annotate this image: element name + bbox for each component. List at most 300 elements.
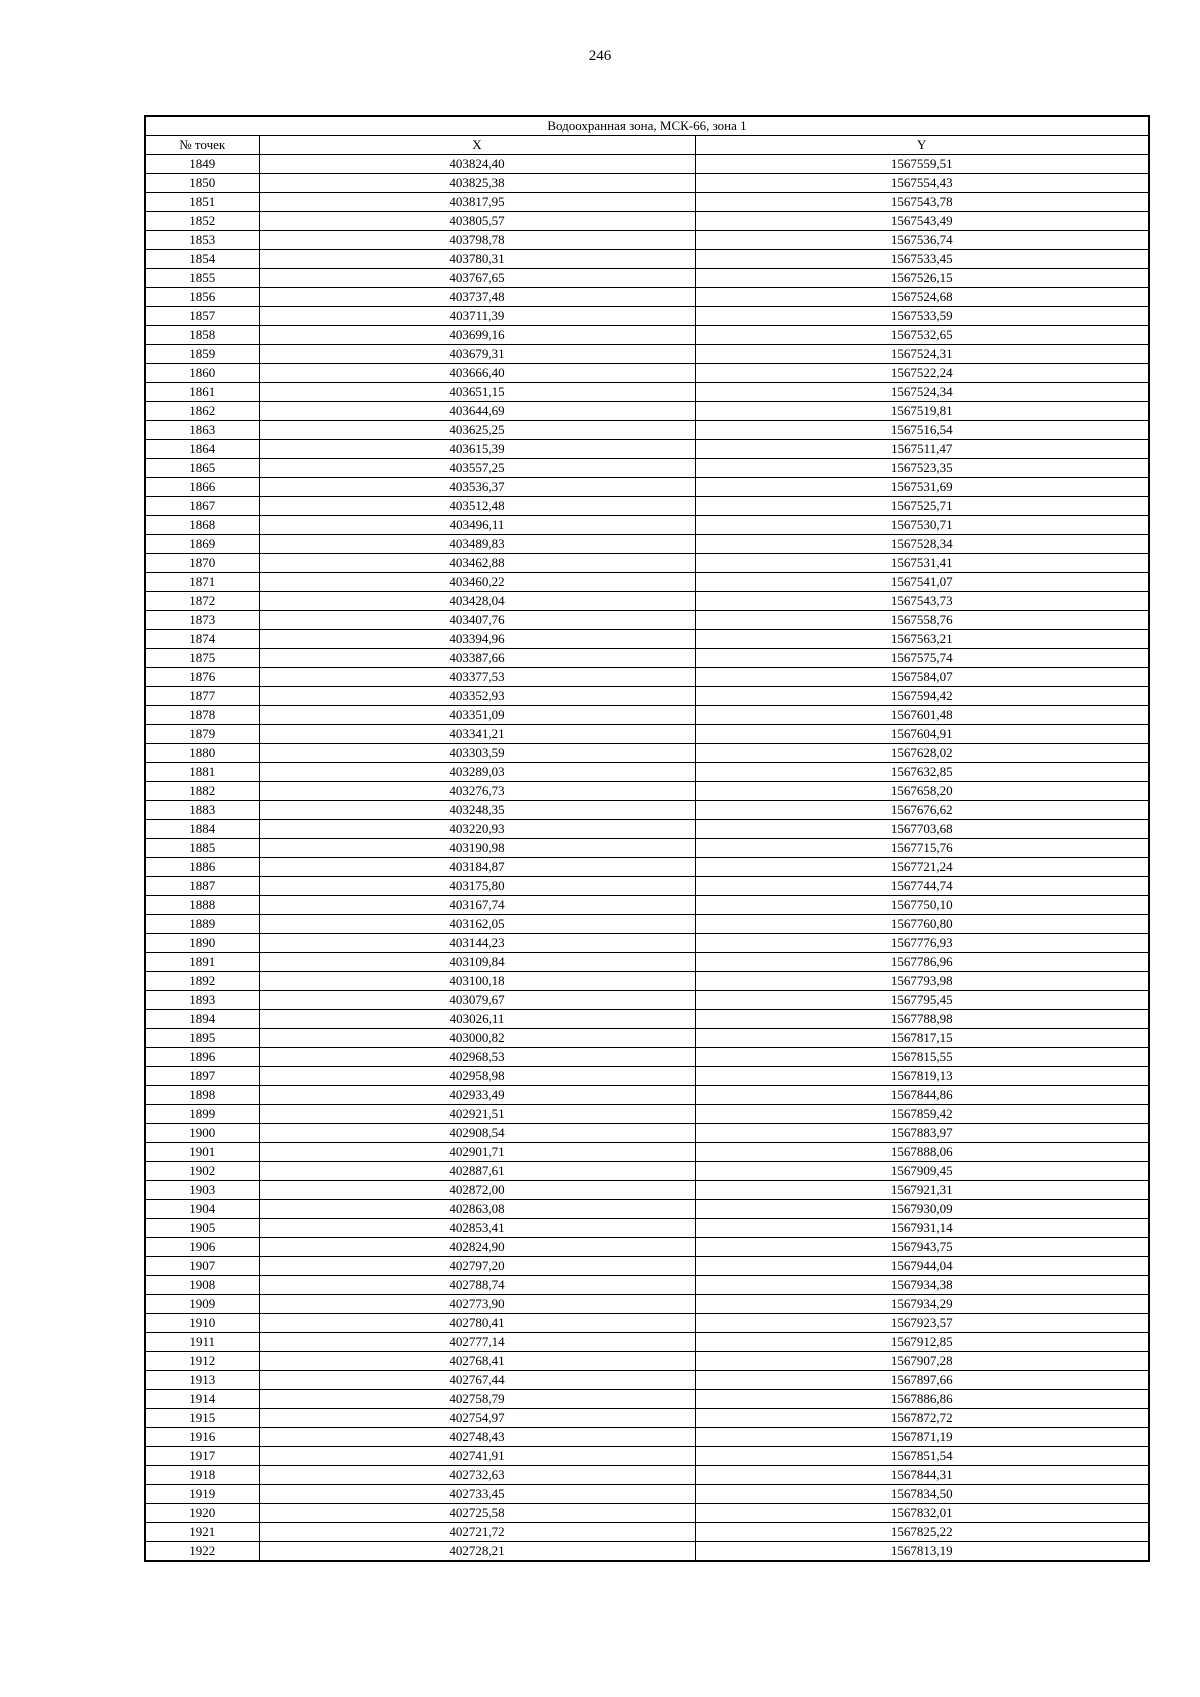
point-number-cell: 1860 bbox=[145, 364, 259, 383]
point-number-cell: 1914 bbox=[145, 1390, 259, 1409]
y-coordinate-cell: 1567930,09 bbox=[695, 1200, 1149, 1219]
point-number-cell: 1857 bbox=[145, 307, 259, 326]
y-coordinate-cell: 1567559,51 bbox=[695, 155, 1149, 174]
point-number-cell: 1909 bbox=[145, 1295, 259, 1314]
point-number-cell: 1869 bbox=[145, 535, 259, 554]
x-coordinate-cell: 403615,39 bbox=[259, 440, 695, 459]
x-coordinate-cell: 403462,88 bbox=[259, 554, 695, 573]
y-coordinate-cell: 1567944,04 bbox=[695, 1257, 1149, 1276]
point-number-cell: 1863 bbox=[145, 421, 259, 440]
y-coordinate-cell: 1567744,74 bbox=[695, 877, 1149, 896]
y-coordinate-cell: 1567531,41 bbox=[695, 554, 1149, 573]
point-number-cell: 1852 bbox=[145, 212, 259, 231]
x-coordinate-cell: 402780,41 bbox=[259, 1314, 695, 1333]
point-number-cell: 1908 bbox=[145, 1276, 259, 1295]
point-number-cell: 1920 bbox=[145, 1504, 259, 1523]
table-row bbox=[145, 1409, 1149, 1428]
table-row bbox=[145, 1390, 1149, 1409]
x-coordinate-cell: 402901,71 bbox=[259, 1143, 695, 1162]
point-number-cell: 1868 bbox=[145, 516, 259, 535]
table-row bbox=[145, 1162, 1149, 1181]
y-coordinate-cell: 1567844,86 bbox=[695, 1086, 1149, 1105]
y-coordinate-cell: 1567536,74 bbox=[695, 231, 1149, 250]
x-coordinate-cell: 403162,05 bbox=[259, 915, 695, 934]
y-coordinate-cell: 1567912,85 bbox=[695, 1333, 1149, 1352]
table-caption-row bbox=[145, 116, 1149, 136]
point-number-cell: 1872 bbox=[145, 592, 259, 611]
x-coordinate-cell: 403711,39 bbox=[259, 307, 695, 326]
x-coordinate-cell: 402933,49 bbox=[259, 1086, 695, 1105]
y-coordinate-cell: 1567543,73 bbox=[695, 592, 1149, 611]
y-coordinate-cell: 1567776,93 bbox=[695, 934, 1149, 953]
x-coordinate-cell: 403167,74 bbox=[259, 896, 695, 915]
point-number-cell: 1902 bbox=[145, 1162, 259, 1181]
x-coordinate-cell: 403699,16 bbox=[259, 326, 695, 345]
x-coordinate-cell: 403387,66 bbox=[259, 649, 695, 668]
y-coordinate-cell: 1567859,42 bbox=[695, 1105, 1149, 1124]
point-number-cell: 1854 bbox=[145, 250, 259, 269]
table-head bbox=[145, 116, 1149, 155]
x-coordinate-cell: 402908,54 bbox=[259, 1124, 695, 1143]
x-coordinate-cell: 402887,61 bbox=[259, 1162, 695, 1181]
table-caption: Водоохранная зона, МСК-66, зона 1 bbox=[145, 116, 1149, 136]
point-number-cell: 1867 bbox=[145, 497, 259, 516]
y-coordinate-cell: 1567523,35 bbox=[695, 459, 1149, 478]
x-coordinate-cell: 402767,44 bbox=[259, 1371, 695, 1390]
x-coordinate-cell: 403644,69 bbox=[259, 402, 695, 421]
point-number-cell: 1886 bbox=[145, 858, 259, 877]
table-row bbox=[145, 630, 1149, 649]
x-coordinate-cell: 402725,58 bbox=[259, 1504, 695, 1523]
x-coordinate-cell: 402748,43 bbox=[259, 1428, 695, 1447]
x-coordinate-cell: 403109,84 bbox=[259, 953, 695, 972]
table-row bbox=[145, 1447, 1149, 1466]
y-coordinate-cell: 1567541,07 bbox=[695, 573, 1149, 592]
point-number-cell: 1887 bbox=[145, 877, 259, 896]
y-coordinate-cell: 1567888,06 bbox=[695, 1143, 1149, 1162]
table-row bbox=[145, 820, 1149, 839]
point-number-cell: 1856 bbox=[145, 288, 259, 307]
table-row bbox=[145, 915, 1149, 934]
point-number-cell: 1905 bbox=[145, 1219, 259, 1238]
y-coordinate-cell: 1567558,76 bbox=[695, 611, 1149, 630]
x-coordinate-cell: 403798,78 bbox=[259, 231, 695, 250]
y-coordinate-cell: 1567834,50 bbox=[695, 1485, 1149, 1504]
point-number-cell: 1865 bbox=[145, 459, 259, 478]
point-number-cell: 1849 bbox=[145, 155, 259, 174]
table-row bbox=[145, 1485, 1149, 1504]
x-coordinate-cell: 403679,31 bbox=[259, 345, 695, 364]
table-row bbox=[145, 763, 1149, 782]
y-coordinate-cell: 1567584,07 bbox=[695, 668, 1149, 687]
point-number-cell: 1904 bbox=[145, 1200, 259, 1219]
x-coordinate-cell: 403824,40 bbox=[259, 155, 695, 174]
point-number-cell: 1888 bbox=[145, 896, 259, 915]
x-coordinate-cell: 403780,31 bbox=[259, 250, 695, 269]
y-coordinate-cell: 1567851,54 bbox=[695, 1447, 1149, 1466]
table-row bbox=[145, 1352, 1149, 1371]
table-row bbox=[145, 1086, 1149, 1105]
table-row bbox=[145, 592, 1149, 611]
x-coordinate-cell: 402754,97 bbox=[259, 1409, 695, 1428]
table-row bbox=[145, 174, 1149, 193]
point-number-cell: 1921 bbox=[145, 1523, 259, 1542]
y-coordinate-cell: 1567883,97 bbox=[695, 1124, 1149, 1143]
table-row bbox=[145, 535, 1149, 554]
table-body bbox=[145, 155, 1149, 1562]
y-coordinate-cell: 1567531,69 bbox=[695, 478, 1149, 497]
x-coordinate-cell: 402797,20 bbox=[259, 1257, 695, 1276]
y-coordinate-cell: 1567760,80 bbox=[695, 915, 1149, 934]
y-coordinate-cell: 1567934,29 bbox=[695, 1295, 1149, 1314]
x-coordinate-cell: 402777,14 bbox=[259, 1333, 695, 1352]
point-number-cell: 1883 bbox=[145, 801, 259, 820]
table-row bbox=[145, 1428, 1149, 1447]
x-coordinate-cell: 403536,37 bbox=[259, 478, 695, 497]
x-coordinate-cell: 403460,22 bbox=[259, 573, 695, 592]
x-coordinate-cell: 403428,04 bbox=[259, 592, 695, 611]
y-coordinate-cell: 1567897,66 bbox=[695, 1371, 1149, 1390]
y-coordinate-cell: 1567563,21 bbox=[695, 630, 1149, 649]
table-row bbox=[145, 1010, 1149, 1029]
table-row bbox=[145, 725, 1149, 744]
point-number-cell: 1891 bbox=[145, 953, 259, 972]
point-number-cell: 1875 bbox=[145, 649, 259, 668]
point-number-cell: 1917 bbox=[145, 1447, 259, 1466]
y-coordinate-cell: 1567815,55 bbox=[695, 1048, 1149, 1067]
y-coordinate-cell: 1567543,49 bbox=[695, 212, 1149, 231]
x-coordinate-cell: 403352,93 bbox=[259, 687, 695, 706]
y-coordinate-cell: 1567604,91 bbox=[695, 725, 1149, 744]
point-number-cell: 1862 bbox=[145, 402, 259, 421]
point-number-cell: 1916 bbox=[145, 1428, 259, 1447]
point-number-cell: 1907 bbox=[145, 1257, 259, 1276]
y-coordinate-cell: 1567788,98 bbox=[695, 1010, 1149, 1029]
x-coordinate-cell: 403341,21 bbox=[259, 725, 695, 744]
point-number-cell: 1859 bbox=[145, 345, 259, 364]
x-coordinate-cell: 402863,08 bbox=[259, 1200, 695, 1219]
point-number-cell: 1873 bbox=[145, 611, 259, 630]
table-row bbox=[145, 212, 1149, 231]
y-coordinate-cell: 1567825,22 bbox=[695, 1523, 1149, 1542]
table-row bbox=[145, 307, 1149, 326]
x-coordinate-cell: 402968,53 bbox=[259, 1048, 695, 1067]
point-number-cell: 1890 bbox=[145, 934, 259, 953]
y-coordinate-cell: 1567703,68 bbox=[695, 820, 1149, 839]
x-coordinate-cell: 403651,15 bbox=[259, 383, 695, 402]
point-number-cell: 1896 bbox=[145, 1048, 259, 1067]
point-number-cell: 1898 bbox=[145, 1086, 259, 1105]
table-row bbox=[145, 1200, 1149, 1219]
y-coordinate-cell: 1567532,65 bbox=[695, 326, 1149, 345]
y-coordinate-cell: 1567943,75 bbox=[695, 1238, 1149, 1257]
table-row bbox=[145, 345, 1149, 364]
x-coordinate-cell: 403825,38 bbox=[259, 174, 695, 193]
table-row bbox=[145, 554, 1149, 573]
point-number-cell: 1853 bbox=[145, 231, 259, 250]
y-coordinate-cell: 1567594,42 bbox=[695, 687, 1149, 706]
y-coordinate-cell: 1567525,71 bbox=[695, 497, 1149, 516]
point-number-cell: 1855 bbox=[145, 269, 259, 288]
table-row bbox=[145, 953, 1149, 972]
table-row bbox=[145, 497, 1149, 516]
point-number-cell: 1919 bbox=[145, 1485, 259, 1504]
point-number-cell: 1864 bbox=[145, 440, 259, 459]
point-number-cell: 1851 bbox=[145, 193, 259, 212]
table-row bbox=[145, 478, 1149, 497]
table-row bbox=[145, 1219, 1149, 1238]
table-row bbox=[145, 326, 1149, 345]
table-row bbox=[145, 668, 1149, 687]
x-coordinate-cell: 402921,51 bbox=[259, 1105, 695, 1124]
x-coordinate-cell: 402733,45 bbox=[259, 1485, 695, 1504]
y-coordinate-cell: 1567786,96 bbox=[695, 953, 1149, 972]
y-coordinate-cell: 1567886,86 bbox=[695, 1390, 1149, 1409]
table-row bbox=[145, 1257, 1149, 1276]
x-coordinate-cell: 402958,98 bbox=[259, 1067, 695, 1086]
point-number-cell: 1861 bbox=[145, 383, 259, 402]
y-coordinate-cell: 1567533,59 bbox=[695, 307, 1149, 326]
table-row bbox=[145, 383, 1149, 402]
point-number-cell: 1915 bbox=[145, 1409, 259, 1428]
table-row bbox=[145, 1181, 1149, 1200]
x-coordinate-cell: 403276,73 bbox=[259, 782, 695, 801]
table-row bbox=[145, 440, 1149, 459]
table-row bbox=[145, 459, 1149, 478]
table-row bbox=[145, 649, 1149, 668]
x-coordinate-cell: 402872,00 bbox=[259, 1181, 695, 1200]
x-coordinate-cell: 402773,90 bbox=[259, 1295, 695, 1314]
point-number-cell: 1910 bbox=[145, 1314, 259, 1333]
table-row bbox=[145, 1542, 1149, 1562]
table-row bbox=[145, 877, 1149, 896]
table-row bbox=[145, 839, 1149, 858]
point-number-cell: 1913 bbox=[145, 1371, 259, 1390]
table-row bbox=[145, 687, 1149, 706]
coordinates-table bbox=[144, 115, 1150, 1562]
y-coordinate-cell: 1567819,13 bbox=[695, 1067, 1149, 1086]
x-coordinate-cell: 403377,53 bbox=[259, 668, 695, 687]
y-coordinate-cell: 1567524,34 bbox=[695, 383, 1149, 402]
x-coordinate-cell: 403144,23 bbox=[259, 934, 695, 953]
table-row bbox=[145, 1371, 1149, 1390]
y-coordinate-cell: 1567872,72 bbox=[695, 1409, 1149, 1428]
point-number-cell: 1879 bbox=[145, 725, 259, 744]
y-coordinate-cell: 1567676,62 bbox=[695, 801, 1149, 820]
y-coordinate-cell: 1567907,28 bbox=[695, 1352, 1149, 1371]
x-coordinate-cell: 402788,74 bbox=[259, 1276, 695, 1295]
x-coordinate-cell: 402732,63 bbox=[259, 1466, 695, 1485]
table-row bbox=[145, 1067, 1149, 1086]
y-coordinate-cell: 1567632,85 bbox=[695, 763, 1149, 782]
column-header-point-number: № точек bbox=[145, 136, 259, 155]
y-coordinate-cell: 1567628,02 bbox=[695, 744, 1149, 763]
table-row bbox=[145, 896, 1149, 915]
y-coordinate-cell: 1567516,54 bbox=[695, 421, 1149, 440]
point-number-cell: 1895 bbox=[145, 1029, 259, 1048]
y-coordinate-cell: 1567543,78 bbox=[695, 193, 1149, 212]
table-row bbox=[145, 1295, 1149, 1314]
x-coordinate-cell: 403026,11 bbox=[259, 1010, 695, 1029]
table-row bbox=[145, 1238, 1149, 1257]
column-header-y: Y bbox=[695, 136, 1149, 155]
x-coordinate-cell: 403220,93 bbox=[259, 820, 695, 839]
y-coordinate-cell: 1567575,74 bbox=[695, 649, 1149, 668]
y-coordinate-cell: 1567533,45 bbox=[695, 250, 1149, 269]
table-header-row bbox=[145, 136, 1149, 155]
x-coordinate-cell: 403666,40 bbox=[259, 364, 695, 383]
point-number-cell: 1870 bbox=[145, 554, 259, 573]
point-number-cell: 1871 bbox=[145, 573, 259, 592]
point-number-cell: 1918 bbox=[145, 1466, 259, 1485]
table-row bbox=[145, 288, 1149, 307]
point-number-cell: 1878 bbox=[145, 706, 259, 725]
table-row bbox=[145, 402, 1149, 421]
table-row bbox=[145, 364, 1149, 383]
table-row bbox=[145, 1333, 1149, 1352]
x-coordinate-cell: 402721,72 bbox=[259, 1523, 695, 1542]
point-number-cell: 1882 bbox=[145, 782, 259, 801]
table-row bbox=[145, 801, 1149, 820]
point-number-cell: 1889 bbox=[145, 915, 259, 934]
x-coordinate-cell: 403079,67 bbox=[259, 991, 695, 1010]
x-coordinate-cell: 403817,95 bbox=[259, 193, 695, 212]
point-number-cell: 1922 bbox=[145, 1542, 259, 1562]
page-number: 246 bbox=[588, 48, 612, 64]
x-coordinate-cell: 403407,76 bbox=[259, 611, 695, 630]
y-coordinate-cell: 1567844,31 bbox=[695, 1466, 1149, 1485]
y-coordinate-cell: 1567554,43 bbox=[695, 174, 1149, 193]
y-coordinate-cell: 1567750,10 bbox=[695, 896, 1149, 915]
x-coordinate-cell: 403496,11 bbox=[259, 516, 695, 535]
y-coordinate-cell: 1567817,15 bbox=[695, 1029, 1149, 1048]
point-number-cell: 1912 bbox=[145, 1352, 259, 1371]
point-number-cell: 1901 bbox=[145, 1143, 259, 1162]
x-coordinate-cell: 403248,35 bbox=[259, 801, 695, 820]
point-number-cell: 1893 bbox=[145, 991, 259, 1010]
x-coordinate-cell: 403303,59 bbox=[259, 744, 695, 763]
x-coordinate-cell: 402758,79 bbox=[259, 1390, 695, 1409]
x-coordinate-cell: 403289,03 bbox=[259, 763, 695, 782]
y-coordinate-cell: 1567524,68 bbox=[695, 288, 1149, 307]
table-row bbox=[145, 744, 1149, 763]
table-row bbox=[145, 1466, 1149, 1485]
table-row bbox=[145, 1029, 1149, 1048]
table-row bbox=[145, 1124, 1149, 1143]
x-coordinate-cell: 402728,21 bbox=[259, 1542, 695, 1562]
y-coordinate-cell: 1567832,01 bbox=[695, 1504, 1149, 1523]
point-number-cell: 1911 bbox=[145, 1333, 259, 1352]
y-coordinate-cell: 1567871,19 bbox=[695, 1428, 1149, 1447]
x-coordinate-cell: 403557,25 bbox=[259, 459, 695, 478]
y-coordinate-cell: 1567658,20 bbox=[695, 782, 1149, 801]
y-coordinate-cell: 1567721,24 bbox=[695, 858, 1149, 877]
x-coordinate-cell: 403489,83 bbox=[259, 535, 695, 554]
y-coordinate-cell: 1567909,45 bbox=[695, 1162, 1149, 1181]
y-coordinate-cell: 1567923,57 bbox=[695, 1314, 1149, 1333]
point-number-cell: 1877 bbox=[145, 687, 259, 706]
x-coordinate-cell: 403394,96 bbox=[259, 630, 695, 649]
x-coordinate-cell: 403625,25 bbox=[259, 421, 695, 440]
y-coordinate-cell: 1567601,48 bbox=[695, 706, 1149, 725]
table-row bbox=[145, 991, 1149, 1010]
column-header-x: X bbox=[259, 136, 695, 155]
x-coordinate-cell: 403351,09 bbox=[259, 706, 695, 725]
x-coordinate-cell: 403175,80 bbox=[259, 877, 695, 896]
table-row bbox=[145, 1105, 1149, 1124]
table-row bbox=[145, 611, 1149, 630]
point-number-cell: 1894 bbox=[145, 1010, 259, 1029]
table-row bbox=[145, 1504, 1149, 1523]
table-row bbox=[145, 155, 1149, 174]
table-row bbox=[145, 972, 1149, 991]
table-row bbox=[145, 269, 1149, 288]
x-coordinate-cell: 402853,41 bbox=[259, 1219, 695, 1238]
y-coordinate-cell: 1567795,45 bbox=[695, 991, 1149, 1010]
y-coordinate-cell: 1567793,98 bbox=[695, 972, 1149, 991]
point-number-cell: 1899 bbox=[145, 1105, 259, 1124]
point-number-cell: 1881 bbox=[145, 763, 259, 782]
point-number-cell: 1874 bbox=[145, 630, 259, 649]
table-row bbox=[145, 231, 1149, 250]
table-row bbox=[145, 516, 1149, 535]
y-coordinate-cell: 1567522,24 bbox=[695, 364, 1149, 383]
y-coordinate-cell: 1567931,14 bbox=[695, 1219, 1149, 1238]
x-coordinate-cell: 403805,57 bbox=[259, 212, 695, 231]
x-coordinate-cell: 402741,91 bbox=[259, 1447, 695, 1466]
point-number-cell: 1850 bbox=[145, 174, 259, 193]
table-row bbox=[145, 706, 1149, 725]
x-coordinate-cell: 403737,48 bbox=[259, 288, 695, 307]
x-coordinate-cell: 402824,90 bbox=[259, 1238, 695, 1257]
point-number-cell: 1900 bbox=[145, 1124, 259, 1143]
y-coordinate-cell: 1567813,19 bbox=[695, 1542, 1149, 1562]
table-row bbox=[145, 573, 1149, 592]
table-row bbox=[145, 1523, 1149, 1542]
table-row bbox=[145, 1314, 1149, 1333]
point-number-cell: 1880 bbox=[145, 744, 259, 763]
table-row bbox=[145, 250, 1149, 269]
table-row bbox=[145, 934, 1149, 953]
point-number-cell: 1885 bbox=[145, 839, 259, 858]
y-coordinate-cell: 1567524,31 bbox=[695, 345, 1149, 364]
y-coordinate-cell: 1567511,47 bbox=[695, 440, 1149, 459]
x-coordinate-cell: 403184,87 bbox=[259, 858, 695, 877]
point-number-cell: 1903 bbox=[145, 1181, 259, 1200]
point-number-cell: 1866 bbox=[145, 478, 259, 497]
point-number-cell: 1876 bbox=[145, 668, 259, 687]
table-row bbox=[145, 782, 1149, 801]
x-coordinate-cell: 402768,41 bbox=[259, 1352, 695, 1371]
x-coordinate-cell: 403190,98 bbox=[259, 839, 695, 858]
point-number-cell: 1892 bbox=[145, 972, 259, 991]
point-number-cell: 1906 bbox=[145, 1238, 259, 1257]
point-number-cell: 1897 bbox=[145, 1067, 259, 1086]
y-coordinate-cell: 1567528,34 bbox=[695, 535, 1149, 554]
y-coordinate-cell: 1567934,38 bbox=[695, 1276, 1149, 1295]
table-row bbox=[145, 1143, 1149, 1162]
table-row bbox=[145, 1276, 1149, 1295]
x-coordinate-cell: 403000,82 bbox=[259, 1029, 695, 1048]
x-coordinate-cell: 403767,65 bbox=[259, 269, 695, 288]
x-coordinate-cell: 403100,18 bbox=[259, 972, 695, 991]
x-coordinate-cell: 403512,48 bbox=[259, 497, 695, 516]
point-number-cell: 1858 bbox=[145, 326, 259, 345]
point-number-cell: 1884 bbox=[145, 820, 259, 839]
y-coordinate-cell: 1567530,71 bbox=[695, 516, 1149, 535]
table-row bbox=[145, 193, 1149, 212]
y-coordinate-cell: 1567921,31 bbox=[695, 1181, 1149, 1200]
